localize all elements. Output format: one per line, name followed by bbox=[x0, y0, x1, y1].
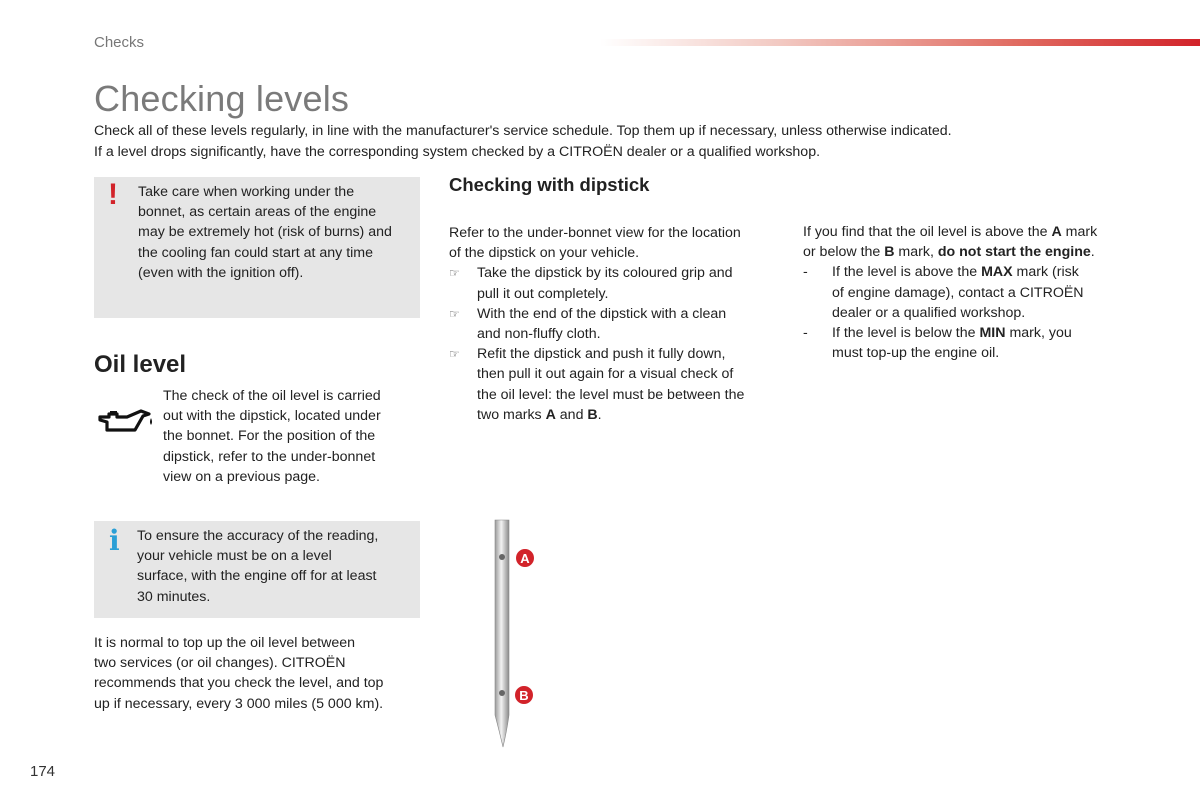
mark-b-text: B bbox=[519, 688, 529, 703]
section-label: Checks bbox=[94, 34, 145, 51]
info-text bbox=[137, 526, 412, 607]
step-item bbox=[449, 263, 774, 303]
info-line: your vehicle must be on a level bbox=[137, 548, 332, 565]
page-title: Checking levels bbox=[94, 78, 350, 119]
mark-a-notch bbox=[499, 554, 505, 560]
info-line: To ensure the accuracy of the reading, bbox=[137, 528, 379, 544]
intro-line: If a level drops significantly, have the corresponding system checked by a CITROËN dealer or a qualified workshop. bbox=[94, 144, 821, 160]
mark-a-label: A bbox=[545, 406, 556, 423]
mark-b-badge bbox=[514, 685, 534, 705]
intro-line: Check all of these levels regularly, in line with the manufacturer's service schedule. Top them up if necessary, unless otherwise indicated. bbox=[94, 123, 952, 139]
warning-line: bonnet, as certain areas of the engine bbox=[138, 204, 377, 221]
step-line: pull it out completely. bbox=[477, 285, 609, 302]
step-line: Refit the dipstick and push it fully down, bbox=[477, 346, 726, 363]
result-line: If the level is below the MIN mark, you bbox=[832, 325, 1072, 342]
header-accent-bar bbox=[600, 39, 1200, 46]
mark-a-badge bbox=[515, 548, 535, 568]
result-item bbox=[803, 323, 1133, 363]
mark-b-notch bbox=[499, 690, 505, 696]
dipstick-intro-line: of the dipstick on your vehicle. bbox=[449, 245, 640, 262]
warning-line: Take care when working under the bbox=[138, 184, 355, 200]
top-up-line: up if necessary, every 3 000 miles (5 000 km). bbox=[94, 695, 384, 712]
warning-line: may be extremely hot (risk of burns) and bbox=[138, 224, 392, 241]
dipstick-instructions bbox=[449, 223, 774, 425]
top-up-note bbox=[94, 633, 419, 714]
warning-icon: ! bbox=[108, 178, 118, 211]
info-line: 30 minutes. bbox=[137, 588, 211, 605]
warning-line: (even with the ignition off). bbox=[138, 264, 304, 281]
mark-b-label: B bbox=[587, 406, 598, 423]
step-line: two marks A and B. bbox=[477, 406, 602, 423]
step-line: Take the dipstick by its coloured grip and bbox=[477, 265, 733, 282]
oil-can-icon bbox=[97, 404, 155, 436]
dash-bullet: - bbox=[803, 264, 808, 281]
dipstick-heading: Checking with dipstick bbox=[449, 174, 650, 195]
result-line: of engine damage), contact a CITROËN bbox=[832, 284, 1084, 301]
top-up-line: It is normal to top up the oil level between bbox=[94, 635, 356, 651]
mark-a-text: A bbox=[520, 551, 530, 566]
warning-text bbox=[138, 182, 416, 283]
step-item bbox=[449, 304, 774, 344]
result-item bbox=[803, 262, 1133, 323]
result-line: must top-up the engine oil. bbox=[832, 345, 1000, 362]
hand-bullet-icon: ☞ bbox=[449, 266, 460, 281]
result-line: or below the B mark, do not start the engine. bbox=[803, 244, 1095, 261]
step-line: With the end of the dipstick with a clean bbox=[477, 305, 727, 322]
step-item bbox=[449, 344, 774, 425]
step-line: then pull it out again for a visual check of bbox=[477, 366, 734, 383]
step-line: and non-fluffy cloth. bbox=[477, 326, 601, 343]
top-up-line: recommends that you check the level, and top bbox=[94, 675, 384, 692]
hand-bullet-icon: ☞ bbox=[449, 347, 460, 362]
top-up-line: two services (or oil changes). CITROËN bbox=[94, 655, 346, 672]
result-line: If you find that the oil level is above the A mark bbox=[803, 224, 1098, 240]
result-line: dealer or a qualified workshop. bbox=[832, 304, 1026, 321]
oil-level-line: view on a previous page. bbox=[163, 468, 320, 485]
info-line: surface, with the engine off for at least bbox=[137, 568, 377, 585]
page-number: 174 bbox=[30, 763, 56, 780]
hand-bullet-icon: ☞ bbox=[449, 306, 460, 321]
oil-level-result bbox=[803, 222, 1133, 363]
info-icon: i bbox=[109, 524, 120, 557]
oil-level-line: out with the dipstick, located under bbox=[163, 408, 381, 425]
oil-level-line: the bonnet. For the position of the bbox=[163, 428, 376, 445]
dipstick-illustration bbox=[485, 515, 545, 750]
oil-level-line: The check of the oil level is carried bbox=[163, 388, 381, 404]
oil-level-text bbox=[163, 386, 408, 487]
result-line: If the level is above the MAX mark (risk bbox=[832, 264, 1079, 281]
step-line: the oil level: the level must be between the bbox=[477, 386, 745, 403]
warning-line: the cooling fan could start at any time bbox=[138, 244, 374, 261]
oil-level-heading: Oil level bbox=[94, 351, 187, 378]
oil-level-line: dipstick, refer to the under-bonnet bbox=[163, 448, 376, 465]
dipstick-intro-line: Refer to the under-bonnet view for the location bbox=[449, 225, 741, 241]
dash-bullet: - bbox=[803, 325, 808, 342]
